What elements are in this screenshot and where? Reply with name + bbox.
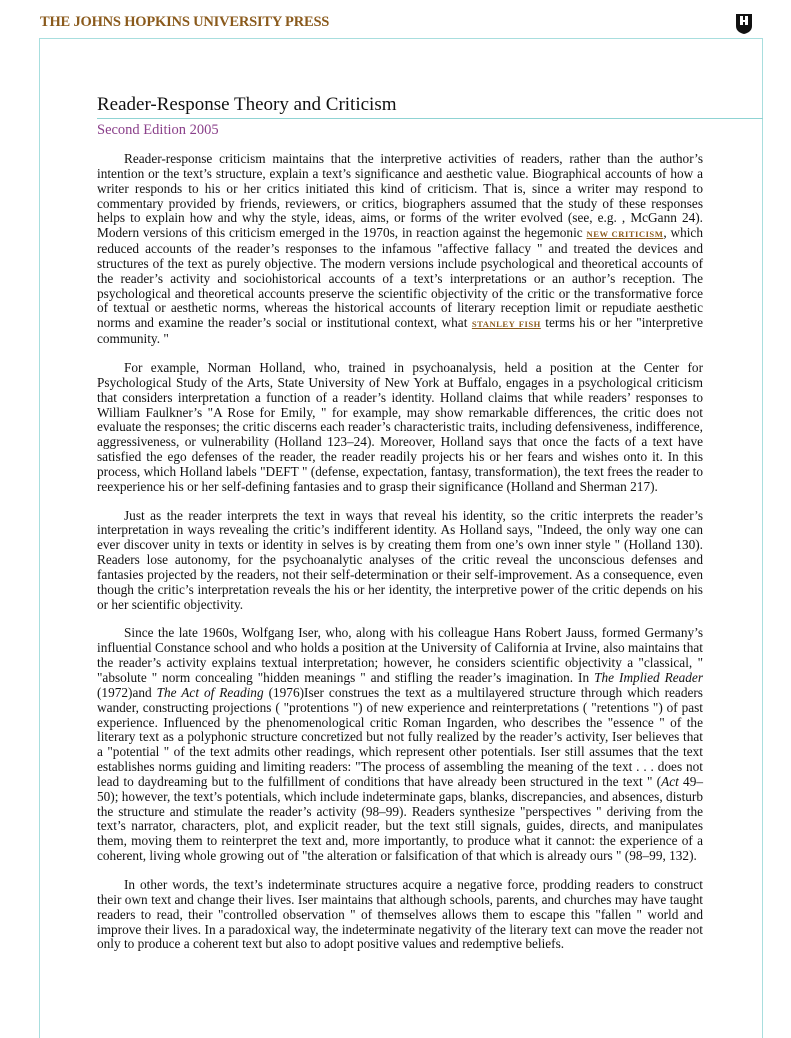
paragraph-3: Just as the reader interprets the text in ways that reveal his identity, so the critic interprets the reader’s interpretation in ways revealing the critic’s indifferent identity. As Holland says, "Indeed, the only way one can ever discover unity in texts or identity in selves is by creating them from one’s own inner style " (Holland 130). Readers lose autonomy, for the psychoanalytic analyses of the critic reveal the unconscious defenses and fantasies projected by the readers, not their self-determination or their self-improvement. As a consequence, even though the critic’s interpretation reveals the his or her identity, the interpretive power of the critic depends on his or her scientific objectivity. — [97, 507, 703, 612]
paragraph-text: , which reduced accounts of the reader’s responses to the infamous "affective fallacy " and treated the devices and structures of the text as purely objective. The modern versions include psychological and theoretical accounts of the reader’s activity and sociohistorical accounts of a text’s interpretations or an author’s reception. The psychological and theoretical accounts preserve the scientific objectivity of the critic or the transformative force of textual or aesthetic norms, whereas the historical accounts of literary reception limit or repudiate aesthetic norms and examine the reader’s social or institutional context, what — [97, 225, 703, 331]
paragraph-text: Reader-response criticism maintains that the interpretive activities of readers, rather than the author’s intention or the text’s structure, explain a text’s significance and aesthetic value. Biographical accounts of how a writer responds to his or her critics initiated this kind of criticism. That is, since a writer may respond to commentary provided by friends, reviewers, or critics, biographers assumed that the study of these responses helps to explain how and why the style, ideas, aims, or forms of the writer evolved (see, e.g. , McGann 24). Modern versions of this criticism emerged in the 1970s, in reaction against the hegemonic — [97, 151, 703, 241]
jhu-shield-icon[interactable] — [735, 13, 753, 35]
paragraph-text: (1976)Iser construes the text as a multilayered structure through which readers wander, constructing projections ( "protentions ") of new experience and reinterpretations ( "retentions ") of past experience. Influenced by the phenomenological critic Roman Ingarden, who describes the "essence " of the literary text as a polyphonic structure concretized but not fully realized by the reader’s activity, Iser believes that a "potential " of the text admits other readings, which represent other potentials. Iser still assumes that the text establishes norms guiding and limiting readers: "The process of assembling the meaning of the text . . . does not lead to daydreaming but to the fulfillment of conditions that have already been structured in the text " ( — [97, 684, 703, 789]
paragraph-2: For example, Norman Holland, who, trained in psychoanalysis, held a position at the Center for Psychological Study of the Arts, State University of New York at Buffalo, engages in a psychological criticism that considers interpretation a function of a reader’s identity. Holland claims that while readers’ responses to William Faulkner’s "A Rose for Emily, " for example, may show remarkable differences, the critic does not evaluate the responses; the critic discerns each reader’s characteristic traits, including defensiveness, indifference, aggressiveness, or vulnerability (Holland 123–24). Moreover, Holland says that once the facts of a text have satisfied the ego defenses of the reader, the reader readily projects his or her fears and wishes onto it. In this process, which Holland labels "DEFT " (defense, expectation, fantasy, transformation), the text frees the reader to reexperience his or her self-defining fantasies and to grasp their significance (Holland and Sherman 217). — [97, 359, 703, 494]
book-title-act: Act — [661, 773, 679, 789]
paragraph-text: (1972)and — [97, 684, 157, 700]
book-title-act-of-reading: The Act of Reading — [156, 684, 264, 700]
paragraph-text: terms his or her "interpretive community. " — [97, 315, 703, 347]
article-body — [97, 152, 703, 966]
paragraph-4 — [97, 626, 703, 864]
publisher-logo-text[interactable]: THE JOHNS HOPKINS UNIVERSITY PRESS — [40, 14, 330, 30]
site-header — [0, 0, 791, 40]
edition-label: Second Edition 2005 — [97, 122, 219, 138]
link-stanley-fish[interactable]: STANLEY FISH — [471, 319, 541, 330]
article-title: Reader-Response Theory and Criticism — [97, 94, 397, 115]
paragraph-text: Since the late 1960s, Wolfgang Iser, who, along with his colleague Hans Robert Jauss, formed Germany’s influential Constance school and who holds a position at the University of California at Irvine, also maintains that the reader’s activity explains textual interpretation; however, he considers scientific objectivity a "classical, " "absolute " norm concealing "hidden meanings " and stifling the reader’s imagination. In — [97, 625, 703, 685]
link-new-criticism[interactable]: NEW CRITICISM — [586, 229, 664, 240]
paragraph-text: 49–50); however, the text’s potentials, which include indeterminate gaps, blanks, discrepancies, and absences, disturb the structure and stimulate the reader’s activity (98–99). Readers synthesize "perspectives " deriving from the text’s narrator, characters, plot, and explicit reader, but the text still signals, guides, directs, and manipulates them, moving them to reinterpret the text and, more importantly, to produce what it cannot: the experience of a coherent, living whole growing out of "the alteration or falsification of that which is already ours " (98–99, 132). — [97, 773, 703, 864]
paragraph-5: In other words, the text’s indeterminate structures acquire a negative force, prodding readers to construct their own text and change their lives. Iser maintains that although schools, parents, and churches may have taught readers to read, their "controlled observation " of themselves allows them to escape this "fallen " world and improve their lives. In a paradoxical way, the indeterminate negativity of the literary text can move the reader not only to produce a coherent text but also to adopt positive values and redemptive beliefs. — [97, 876, 703, 952]
title-divider — [97, 118, 763, 119]
book-title-implied-reader: The Implied Reader — [594, 670, 704, 685]
paragraph-1 — [97, 152, 703, 347]
